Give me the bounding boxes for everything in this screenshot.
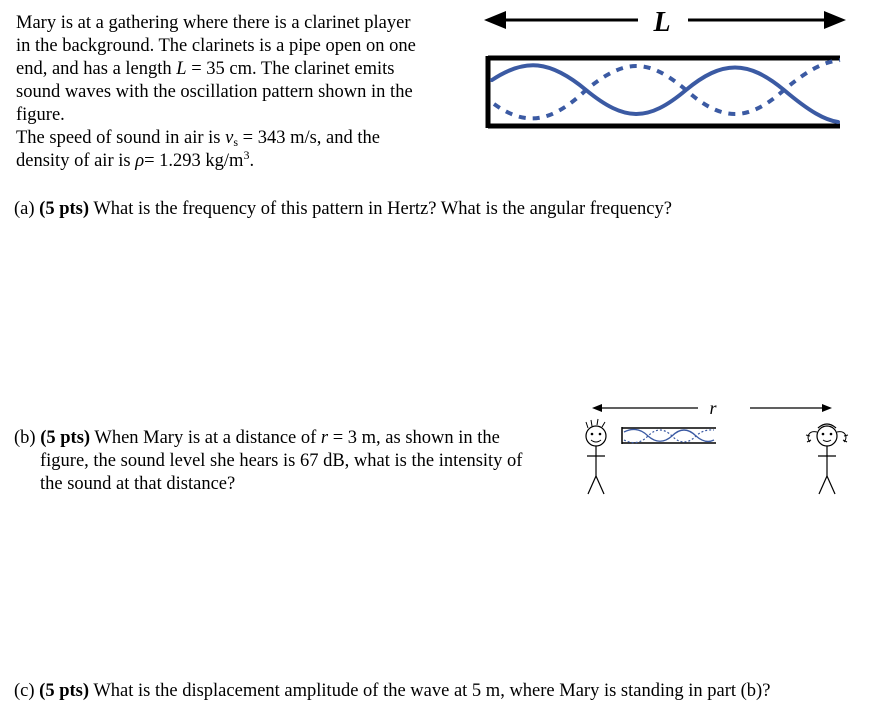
question-c-label: (c) (14, 681, 40, 701)
intro-line-4: sound waves with the oscillation pattern shown in the (16, 82, 413, 102)
length-label: L (653, 7, 671, 38)
intro-line-2: in the background. The clarinets is a pipe open on one (16, 36, 416, 56)
intro-line-6: The speed of sound in air is $v_s = 343$ m/s, and the (16, 128, 380, 149)
question-c-points: (5 pts) (39, 681, 90, 701)
intro-line-3: end, and has a length L = 35 cm. The clarinet emits (16, 59, 395, 79)
pipe-wave-figure (470, 0, 860, 175)
question-b-line-3: the sound at that distance? (40, 474, 236, 494)
intro-line-5: figure. (16, 105, 65, 125)
small-pipe-figure (622, 427, 716, 444)
question-c (14, 680, 770, 703)
distance-arrowhead-right (822, 404, 832, 412)
question-b-points: (5 pts) (40, 428, 91, 448)
distance-figure (570, 390, 860, 500)
clarinet-player-figure (586, 419, 606, 494)
question-b-line-2: figure, the sound level she hears is 67 dB, what is the intensity of (40, 451, 523, 471)
distance-arrowhead-left (592, 404, 602, 412)
length-arrowhead-left (484, 11, 506, 29)
question-c-text: What is the displacement amplitude of the wave at 5 m, where Mary is standing in part (b)? (89, 681, 771, 701)
standing-wave-solid (492, 65, 838, 122)
intro-paragraph (16, 12, 454, 173)
intro-line-1: Mary is at a gathering where there is a clarinet player (16, 13, 411, 33)
intro-line-7: density of air is ρ= 1.293 $kg/m^3$. (16, 147, 255, 171)
question-a-text: What is the frequency of this pattern in Hertz? What is the angular frequency? (89, 199, 672, 219)
question-a-points: (5 pts) (39, 199, 90, 219)
distance-label: r (709, 398, 717, 418)
length-arrowhead-right (824, 11, 846, 29)
question-b-line-1: (b) (5 pts) When Mary is at a distance of r = 3 m, as shown in the (14, 428, 500, 448)
question-a-label: (a) (14, 199, 40, 219)
mary-figure (806, 424, 848, 494)
question-a (14, 198, 672, 221)
question-b (14, 427, 570, 496)
